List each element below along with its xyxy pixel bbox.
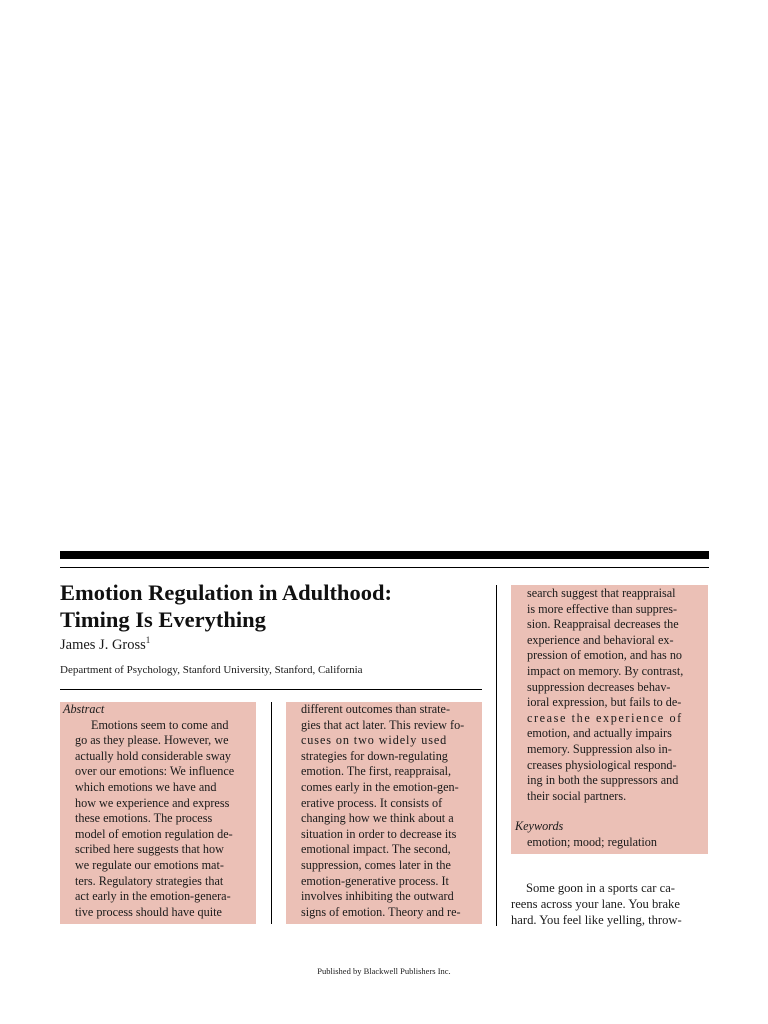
abstract-line: over our emotions: We influence bbox=[75, 764, 235, 779]
body-line: Some goon in a sports car ca- bbox=[526, 881, 675, 895]
abstract-line: ing in both the suppressors and bbox=[527, 773, 679, 788]
abstract-line: Emotions seem to come and bbox=[91, 717, 229, 732]
body-line: hard. You feel like yelling, throw- bbox=[511, 913, 682, 928]
abstract-line: emotion, and actually impairs bbox=[527, 726, 672, 741]
abstract-line: go as they please. However, we bbox=[75, 733, 229, 748]
abstract-line: gies that act later. This review fo- bbox=[301, 717, 465, 732]
abstract-line: experience and behavioral ex- bbox=[527, 632, 674, 647]
abstract-col1-text bbox=[63, 702, 234, 920]
title-line-2: Timing Is Everything bbox=[60, 607, 266, 632]
abstract-line: tive process should have quite bbox=[75, 904, 222, 919]
abstract-line: pression of emotion, and has no bbox=[527, 648, 683, 663]
header-thin-rule bbox=[60, 567, 709, 568]
abstract-line: cuses on two widely used bbox=[301, 733, 448, 748]
keywords-text bbox=[515, 819, 657, 850]
author-affiliation: Department of Psychology, Stanford University, Stanford, California bbox=[60, 664, 363, 676]
abstract-line: signs of emotion. Theory and re- bbox=[301, 904, 461, 919]
author-text: James J. Gross bbox=[60, 637, 146, 653]
abstract-line: sion. Reappraisal decreases the bbox=[527, 617, 679, 632]
abstract-box-col1 bbox=[60, 702, 256, 924]
abstract-line: erative process. It consists of bbox=[301, 795, 443, 810]
abstract-line: actually hold considerable sway bbox=[75, 748, 232, 763]
abstract-line: comes early in the emotion-gen- bbox=[301, 779, 459, 794]
abstract-box-col2 bbox=[286, 702, 482, 924]
abstract-line: model of emotion regulation de- bbox=[75, 826, 233, 841]
abstract-line: impact on memory. By contrast, bbox=[527, 663, 684, 678]
keywords-label: Keywords bbox=[515, 819, 564, 833]
keywords-box bbox=[511, 810, 708, 854]
abstract-line: ters. Regulatory strategies that bbox=[75, 873, 224, 888]
article-title bbox=[60, 579, 490, 633]
abstract-line: strategies for down-regulating bbox=[301, 748, 448, 763]
header-thick-rule bbox=[60, 551, 709, 559]
abstract-col2-text bbox=[301, 702, 464, 920]
abstract-line: their social partners. bbox=[527, 788, 627, 803]
abstract-line: suppression, comes later in the bbox=[301, 857, 451, 872]
abstract-line: emotion-generative process. It bbox=[301, 873, 449, 888]
publisher-footer: Published by Blackwell Publishers Inc. bbox=[317, 966, 451, 976]
column-divider-2 bbox=[496, 585, 497, 926]
body-line: reens across your lane. You brake bbox=[511, 897, 680, 912]
abstract-line: situation in order to decrease its bbox=[301, 826, 457, 841]
abstract-line: scribed here suggests that how bbox=[75, 842, 224, 857]
abstract-line: search suggest that reappraisal bbox=[527, 586, 676, 600]
abstract-line: act early in the emotion-genera- bbox=[75, 889, 231, 904]
title-line-1: Emotion Regulation in Adulthood: bbox=[60, 580, 392, 605]
affiliation-rule bbox=[60, 689, 482, 690]
abstract-line: these emotions. The process bbox=[75, 811, 213, 826]
abstract-line: which emotions we have and bbox=[75, 779, 217, 794]
abstract-line: different outcomes than strate- bbox=[301, 702, 451, 716]
abstract-line: we regulate our emotions mat- bbox=[75, 857, 224, 872]
abstract-line: emotion. The first, reappraisal, bbox=[301, 764, 452, 779]
abstract-line: involves inhibiting the outward bbox=[301, 889, 454, 904]
abstract-label: Abstract bbox=[63, 702, 105, 716]
abstract-line: how we experience and express bbox=[75, 795, 230, 810]
abstract-line: crease the experience of bbox=[527, 710, 683, 725]
author-name bbox=[60, 637, 150, 654]
abstract-line: suppression decreases behav- bbox=[527, 679, 671, 694]
abstract-line: emotional impact. The second, bbox=[301, 842, 451, 857]
abstract-col3-text bbox=[527, 586, 683, 804]
abstract-box-col3 bbox=[511, 585, 708, 810]
abstract-line: ioral expression, but fails to de- bbox=[527, 695, 682, 710]
author-footnote-mark: 1 bbox=[145, 635, 151, 646]
abstract-line: creases physiological respond- bbox=[527, 757, 677, 772]
abstract-line: is more effective than suppres- bbox=[527, 601, 678, 616]
abstract-line: changing how we think about a bbox=[301, 811, 454, 826]
keywords-list: emotion; mood; regulation bbox=[527, 834, 657, 849]
body-text bbox=[511, 880, 709, 929]
abstract-line: memory. Suppression also in- bbox=[527, 741, 672, 756]
column-divider-1 bbox=[271, 702, 272, 924]
